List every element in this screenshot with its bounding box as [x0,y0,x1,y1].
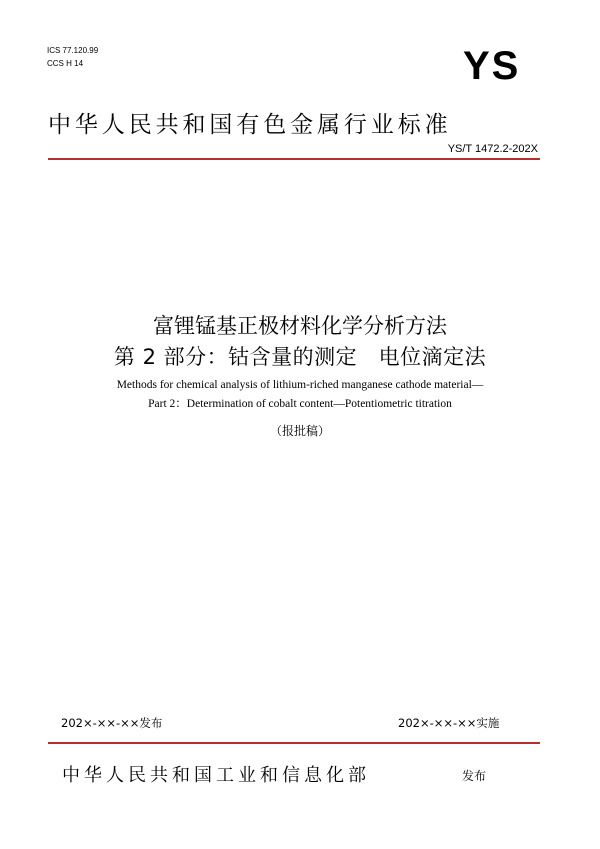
document-title-en-line1: Methods for chemical analysis of lithium-riched manganese cathode material— [116,379,484,391]
footer-divider [48,742,540,744]
issuing-authority: 中华人民共和国工业和信息化部 [62,765,370,786]
ics-code: ICS 77.120.99 [47,46,99,55]
issuing-authority-suffix: 发布 [462,769,487,783]
standard-logo: YS [463,44,521,88]
standard-number: YS/T 1472.2-202X [447,143,538,155]
implementation-date: 202×-××-××实施 [398,716,500,730]
document-title-zh-line2: 第 2 部分：钴含量的测定 电位滴定法 [113,345,487,369]
classification-codes [47,44,98,70]
draft-status: （报批稿） [269,424,330,438]
header-divider [48,158,540,160]
document-title-zh-line1: 富锂锰基正极材料化学分析方法 [153,314,447,338]
document-title-en-line2: Part 2：Determination of cobalt content—Potentiometric titration [148,398,452,410]
issue-date: 202×-××-××发布 [61,716,163,730]
ccs-code: CCS H 14 [47,59,84,68]
organization-title: 中华人民共和国有色金属行业标准 [48,112,452,138]
